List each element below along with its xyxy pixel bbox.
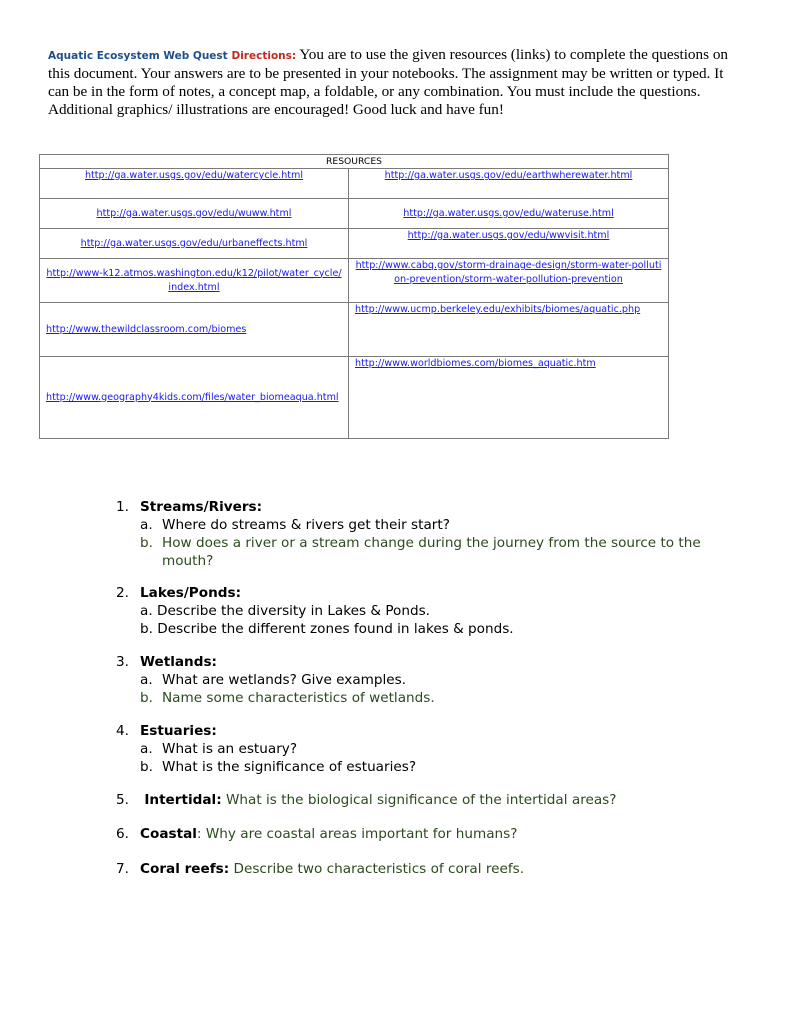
resource-link[interactable]: http://ga.water.usgs.gov/edu/urbaneffects.html — [80, 237, 308, 249]
resource-link[interactable]: http://www-k12.atmos.washington.edu/k12/pilot/water_cycle/index.html — [46, 267, 342, 293]
question-text: Describe two characteristics of coral reefs. — [229, 861, 525, 877]
intro-paragraph — [48, 46, 748, 119]
question-title: Estuaries: — [140, 723, 217, 739]
document-title: Aquatic Ecosystem Web Quest — [48, 50, 228, 62]
resource-link[interactable]: http://www.ucmp.berkeley.edu/exhibits/biomes/aquatic.php — [355, 304, 641, 315]
resource-link[interactable]: http://www.worldbiomes.com/biomes_aquatic.htm — [355, 358, 596, 369]
directions-text: You are to use the given resources (links) to complete the questions on this document. Your answers are to be presented in your notebooks. The assignment may be written or typed. It can be in the form of notes, a concept map, a foldable, or any combination. You must include the questions. Additional graphics/ illustrations are encouraged! Good luck and have fun! — [48, 46, 729, 118]
question-title: Wetlands: — [140, 654, 217, 670]
question-title: Intertidal: — [144, 792, 222, 808]
resource-link[interactable]: http://ga.water.usgs.gov/edu/wuww.html — [96, 207, 292, 219]
resource-link[interactable]: http://www.thewildclassroom.com/biomes — [46, 323, 247, 335]
resources-table — [39, 154, 669, 439]
question-wetlands: 3. Wetlands: a. What are wetlands? Give examples. b. Name some characteristics of wetlands. — [116, 654, 435, 706]
question-title: Coral reefs: — [140, 861, 230, 877]
question-item: a. Describe the diversity in Lakes & Ponds. — [140, 603, 430, 619]
resources-header: RESOURCES — [40, 155, 669, 169]
resource-link[interactable]: http://ga.water.usgs.gov/edu/wateruse.html — [403, 207, 614, 219]
question-item: How does a river or a stream change during the journey from the source to the — [162, 535, 701, 551]
question-item: What is an estuary? — [162, 741, 298, 757]
question-intertidal: 5. Intertidal: What is the biological significance of the intertidal areas? — [116, 792, 617, 808]
resource-link[interactable]: http://ga.water.usgs.gov/edu/earthwherewater.html — [384, 170, 633, 181]
question-streams-rivers: 1. Streams/Rivers: a. Where do streams & rivers get their start? b. How does a river or a stream change during the journey from the source to the mouth? — [116, 498, 756, 570]
resource-link[interactable]: http://ga.water.usgs.gov/edu/wwvisit.html — [407, 230, 610, 241]
question-item: What is the significance of estuaries? — [162, 759, 417, 775]
resource-link[interactable]: http://www.cabq.gov/storm-drainage-design/storm-water-pollution-prevention/storm-water-pollution-prevention — [355, 260, 662, 285]
question-item: Name some characteristics of wetlands. — [162, 690, 435, 706]
question-title: Streams/Rivers: — [140, 499, 263, 515]
question-coral-reefs: 7. Coral reefs: Describe two characteristics of coral reefs. — [116, 861, 525, 877]
question-title: Lakes/Ponds: — [140, 585, 242, 601]
question-item: What are wetlands? Give examples. — [162, 672, 407, 688]
question-title: Coastal — [140, 826, 197, 842]
question-lakes-ponds: 2. Lakes/Ponds: a. Describe the diversity in Lakes & Ponds. b. Describe the different zones found in lakes & ponds. — [116, 584, 756, 638]
question-item-continued: mouth? — [162, 553, 214, 569]
question-estuaries: 4. Estuaries: a. What is an estuary? b. What is the significance of estuaries? — [116, 723, 417, 775]
resource-link[interactable]: http://ga.water.usgs.gov/edu/watercycle.html — [84, 170, 304, 181]
question-text: : Why are coastal areas important for humans? — [196, 826, 518, 842]
question-text: What is the biological significance of the intertidal areas? — [221, 792, 617, 808]
directions-label: Directions: — [231, 50, 297, 62]
question-item: b. Describe the different zones found in lakes & ponds. — [140, 621, 514, 637]
resource-link[interactable]: http://www.geography4kids.com/files/water_biomeaqua.html — [46, 391, 339, 403]
question-coastal: 6. Coastal: Why are coastal areas important for humans? — [116, 826, 518, 842]
question-item: Where do streams & rivers get their start? — [162, 517, 450, 533]
